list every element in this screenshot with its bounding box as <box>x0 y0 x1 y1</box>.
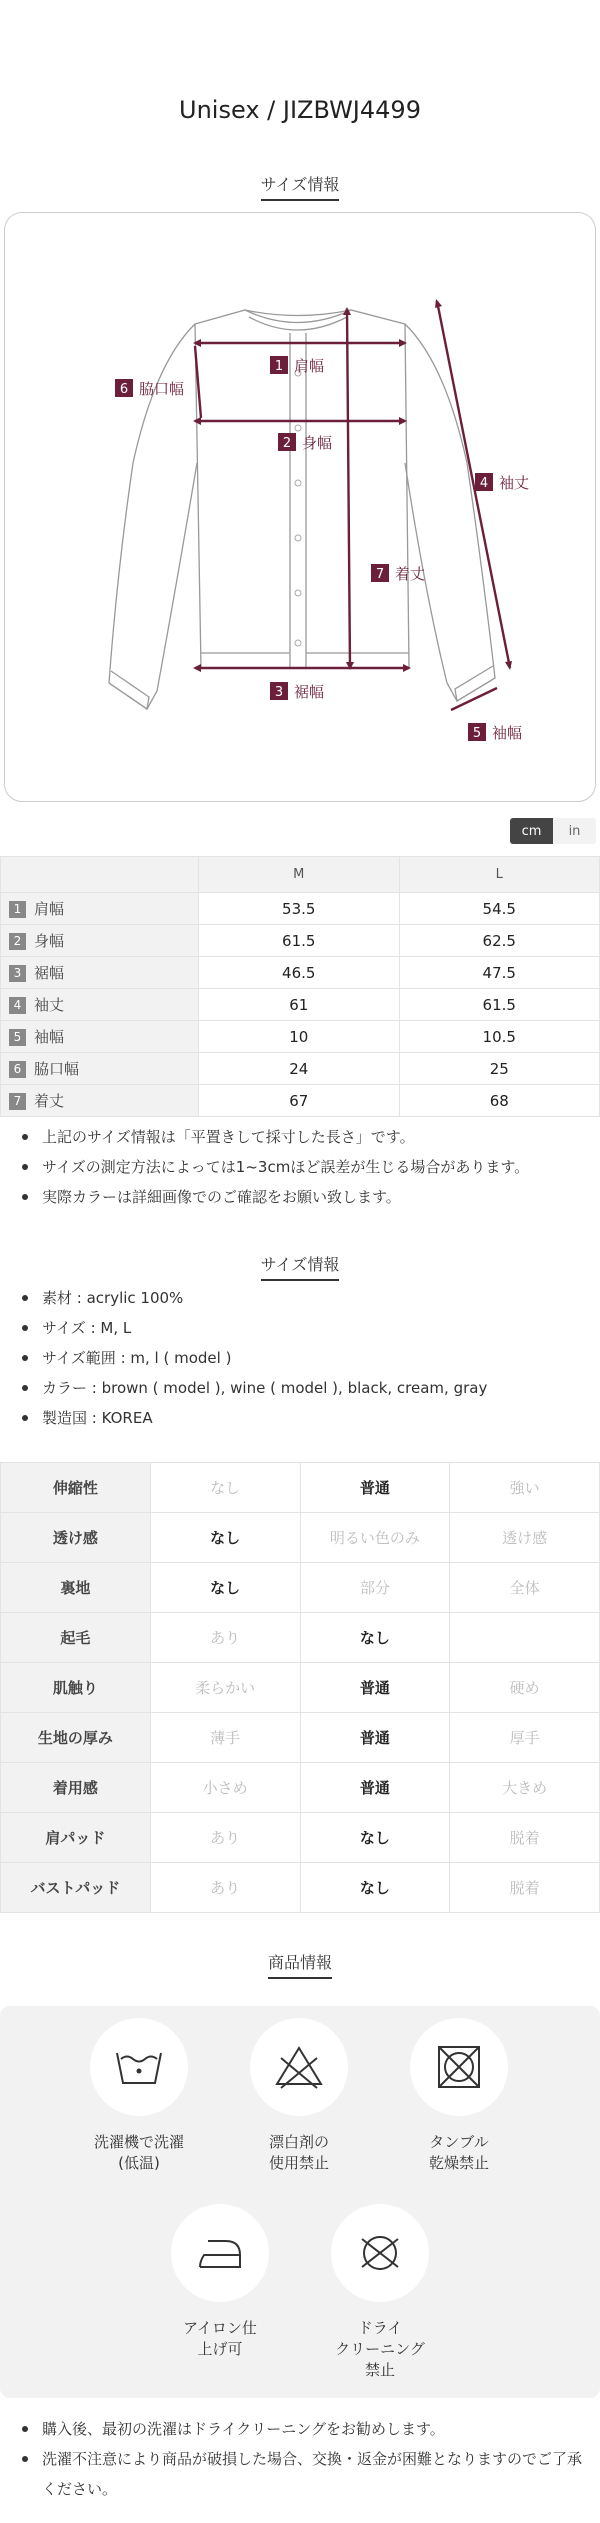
tumble-dry-icon <box>435 2043 483 2091</box>
cardigan-buttons <box>295 370 301 646</box>
size-table-row <box>1 925 600 957</box>
property-option: 強い <box>450 1463 600 1513</box>
note-item: サイズ範囲 : m, l ( model ) <box>20 1343 590 1373</box>
property-name: 伸縮性 <box>1 1463 151 1513</box>
label-1 <box>270 356 324 375</box>
property-option: 透け感 <box>450 1513 600 1563</box>
label-3-num: 3 <box>274 685 284 700</box>
care-circle <box>331 2204 429 2302</box>
size-value-cell: 67 <box>199 1085 400 1117</box>
property-option: 明るい色のみ <box>300 1513 450 1563</box>
property-name: 肩パッド <box>1 1813 151 1863</box>
unit-toggle <box>510 818 596 844</box>
property-option <box>450 1613 600 1663</box>
care-section-title: 商品情報 <box>268 1950 332 1979</box>
care-circle <box>90 2018 188 2116</box>
size-row-num: 3 <box>9 965 26 982</box>
size-table-row <box>1 1085 600 1117</box>
property-name: 肌触り <box>1 1663 151 1713</box>
note-item: 上記のサイズ情報は「平置きして採寸した長さ」です。 <box>20 1122 590 1152</box>
no-bleach-icon <box>273 2044 325 2090</box>
property-option: なし <box>150 1563 300 1613</box>
measure-arrowheads <box>193 299 512 672</box>
label-5-text: 袖幅 <box>492 724 523 742</box>
size-value-cell: 61.5 <box>399 989 600 1021</box>
property-option: なし <box>150 1513 300 1563</box>
size-table-header <box>1 857 600 893</box>
property-option: 脱着 <box>450 1813 600 1863</box>
size-value-cell: 54.5 <box>399 893 600 925</box>
note-item: カラー : brown ( model ), wine ( model ), black, cream, gray <box>20 1373 590 1403</box>
size-section-header <box>0 172 600 201</box>
size-row-label <box>1 893 199 925</box>
size-row-num: 4 <box>9 997 26 1014</box>
property-row <box>1 1663 600 1713</box>
size-row-label <box>1 925 199 957</box>
property-row <box>1 1763 600 1813</box>
property-name: 裏地 <box>1 1563 151 1613</box>
label-6-num: 6 <box>119 382 129 397</box>
measure-lines <box>195 301 510 710</box>
label-2-text: 身幅 <box>302 434 333 452</box>
fabric-properties-table <box>0 1462 600 1913</box>
property-option: 普通 <box>300 1663 450 1713</box>
property-option: なし <box>300 1813 450 1863</box>
size-row-label <box>1 1053 199 1085</box>
property-option: 大きめ <box>450 1763 600 1813</box>
property-row <box>1 1563 600 1613</box>
property-row <box>1 1713 600 1763</box>
care-instructions <box>0 2006 600 2398</box>
care-label: 漂白剤の 使用禁止 <box>268 2133 329 2172</box>
dry-clean-icon <box>356 2229 404 2277</box>
property-name: バストパッド <box>1 1863 151 1913</box>
wash-machine-icon <box>113 2045 165 2089</box>
care-circle <box>250 2018 348 2116</box>
label-5-num: 5 <box>472 726 482 741</box>
care-item-iron <box>145 2204 295 2360</box>
label-6 <box>115 379 184 398</box>
care-item-bleach <box>224 2018 374 2174</box>
label-4-text: 袖丈 <box>499 474 530 492</box>
size-value-cell: 25 <box>399 1053 600 1085</box>
size-column-l: L <box>399 857 600 893</box>
size-row-num: 5 <box>9 1029 26 1046</box>
size-section-title: サイズ情報 <box>261 172 340 201</box>
size-row-text: 裾幅 <box>34 964 65 982</box>
property-row <box>1 1463 600 1513</box>
note-item: 素材 : acrylic 100% <box>20 1283 590 1313</box>
size-row-num: 7 <box>9 1093 26 1110</box>
care-section-header <box>0 1950 600 1979</box>
size-value-cell: 24 <box>199 1053 400 1085</box>
size-value-cell: 53.5 <box>199 893 400 925</box>
care-notes <box>20 2414 590 2504</box>
size-table-row <box>1 957 600 989</box>
size-diagram <box>4 212 596 802</box>
property-option: なし <box>300 1863 450 1913</box>
care-label: タンブル 乾燥禁止 <box>428 2133 489 2172</box>
size-row-text: 肩幅 <box>34 900 65 918</box>
info-section-header <box>0 1252 600 1281</box>
care-label: 洗濯機で洗濯 (低温) <box>93 2133 184 2172</box>
label-3 <box>270 682 324 701</box>
property-option: 脱着 <box>450 1863 600 1913</box>
size-row-label <box>1 1021 199 1053</box>
size-column-m: M <box>199 857 400 893</box>
property-option: 部分 <box>300 1563 450 1613</box>
size-value-cell: 68 <box>399 1085 600 1117</box>
label-2-num: 2 <box>282 436 292 451</box>
iron-icon <box>194 2233 246 2273</box>
property-option: あり <box>150 1613 300 1663</box>
size-row-label <box>1 957 199 989</box>
size-value-cell: 10.5 <box>399 1021 600 1053</box>
property-option: あり <box>150 1813 300 1863</box>
size-row-text: 着丈 <box>34 1092 65 1110</box>
note-item: サイズの測定方法によっては1~3cmほど誤差が生じる場合があります。 <box>20 1152 590 1182</box>
size-table-corner <box>1 857 199 893</box>
unit-cm-button[interactable]: cm <box>510 818 553 844</box>
size-row-num: 2 <box>9 933 26 950</box>
size-value-cell: 46.5 <box>199 957 400 989</box>
label-1-num: 1 <box>274 359 284 374</box>
unit-in-button[interactable]: in <box>553 818 596 844</box>
label-7-text: 着丈 <box>395 565 426 583</box>
note-item: 洗濯不注意により商品が破損した場合、交換・返金が困難となりますのでご了承ください。 <box>20 2444 590 2504</box>
property-option: 薄手 <box>150 1713 300 1763</box>
size-row-text: 袖幅 <box>34 1028 65 1046</box>
size-row-text: 身幅 <box>34 932 65 950</box>
size-row-num: 1 <box>9 901 26 918</box>
property-option: なし <box>150 1463 300 1513</box>
property-option: 全体 <box>450 1563 600 1613</box>
care-circle <box>171 2204 269 2302</box>
label-7 <box>371 564 425 583</box>
care-item-dryclean <box>305 2204 455 2381</box>
care-label: ドライ クリーニング 禁止 <box>335 2319 425 2379</box>
size-notes <box>20 1122 590 1212</box>
size-value-cell: 62.5 <box>399 925 600 957</box>
size-value-cell: 61.5 <box>199 925 400 957</box>
label-3-text: 裾幅 <box>294 683 325 701</box>
property-option: 普通 <box>300 1713 450 1763</box>
label-4 <box>475 473 529 492</box>
label-1-text: 肩幅 <box>294 357 325 375</box>
property-row <box>1 1513 600 1563</box>
property-option: 普通 <box>300 1463 450 1513</box>
property-option: なし <box>300 1613 450 1663</box>
note-item: サイズ : M, L <box>20 1313 590 1343</box>
note-item: 製造国 : KOREA <box>20 1403 590 1433</box>
info-section-title: サイズ情報 <box>261 1252 340 1281</box>
size-row-label <box>1 1085 199 1117</box>
property-row <box>1 1613 600 1663</box>
care-item-tumble <box>384 2018 534 2174</box>
info-list <box>20 1283 590 1433</box>
size-row-text: 袖丈 <box>34 996 65 1014</box>
size-table-row <box>1 989 600 1021</box>
property-option: あり <box>150 1863 300 1913</box>
property-option: 普通 <box>300 1763 450 1813</box>
property-option: 柔らかい <box>150 1663 300 1713</box>
size-table-row <box>1 1021 600 1053</box>
label-4-num: 4 <box>479 476 489 491</box>
note-item: 購入後、最初の洗濯はドライクリーニングをお勧めします。 <box>20 2414 590 2444</box>
product-title: Unisex / JIZBWJ4499 <box>179 96 421 124</box>
property-option: 硬め <box>450 1663 600 1713</box>
property-name: 起毛 <box>1 1613 151 1663</box>
size-value-cell: 10 <box>199 1021 400 1053</box>
label-5 <box>468 723 522 742</box>
property-name: 生地の厚み <box>1 1713 151 1763</box>
property-row <box>1 1813 600 1863</box>
property-name: 透け感 <box>1 1513 151 1563</box>
size-row-num: 6 <box>9 1061 26 1078</box>
size-row-label <box>1 989 199 1021</box>
label-7-num: 7 <box>375 567 385 582</box>
size-value-cell: 47.5 <box>399 957 600 989</box>
label-6-text: 脇口幅 <box>139 380 185 398</box>
size-value-cell: 61 <box>199 989 400 1021</box>
label-2 <box>278 433 332 452</box>
size-table-row <box>1 1053 600 1085</box>
size-row-text: 脇口幅 <box>34 1060 80 1078</box>
property-option: 小さめ <box>150 1763 300 1813</box>
property-option: 厚手 <box>450 1713 600 1763</box>
property-name: 着用感 <box>1 1763 151 1813</box>
size-table <box>0 856 600 1117</box>
care-item-wash <box>64 2018 214 2174</box>
care-circle <box>410 2018 508 2116</box>
note-item: 実際カラーは詳細画像でのご確認をお願い致します。 <box>20 1182 590 1212</box>
property-row <box>1 1863 600 1913</box>
size-table-row <box>1 893 600 925</box>
cardigan-diagram <box>5 213 597 803</box>
care-label: アイロン仕 上げ可 <box>183 2319 257 2358</box>
